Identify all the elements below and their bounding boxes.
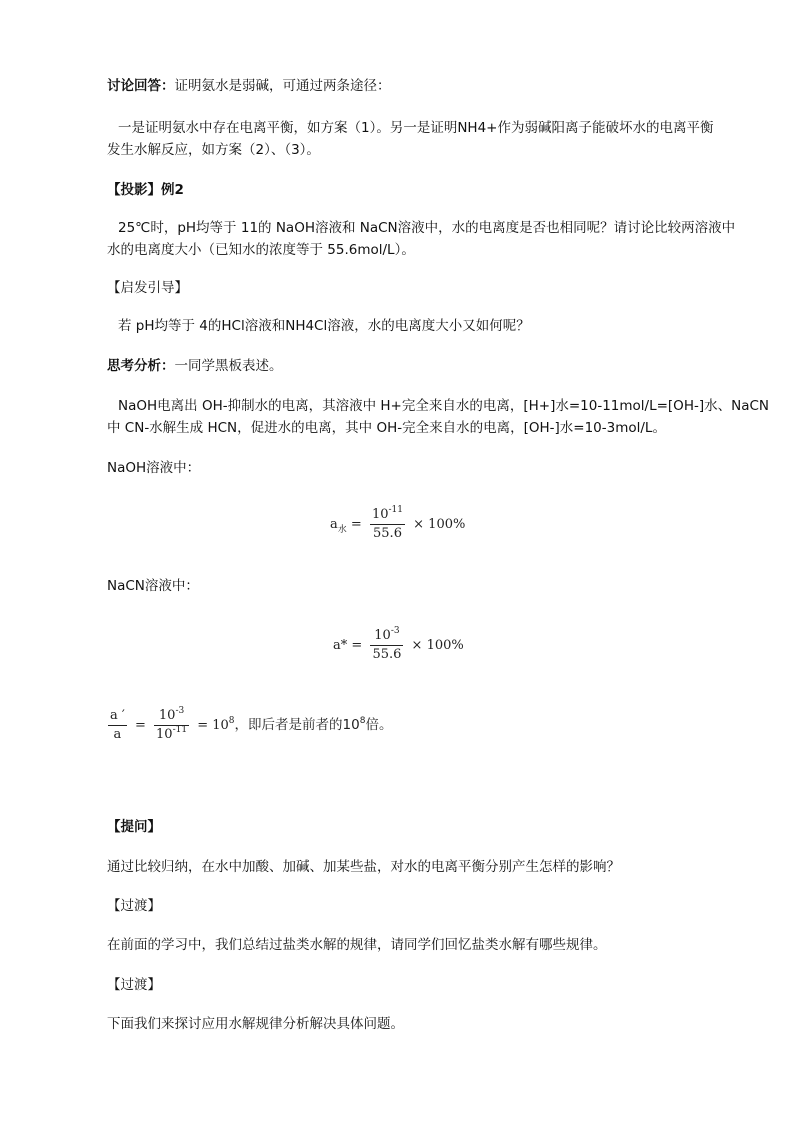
analysis-line1: NaOH电离出 OH-抑制水的电离，其溶液中 H+完全来自水的电离，[H+]水=10-11mol/L=[OH-]水、NaCN — [118, 398, 769, 414]
formula-naoh — [330, 506, 465, 543]
discussion-answer — [107, 76, 391, 96]
paragraph-two-ways-line2: 发生水解反应，如方案（2）、（3）。 — [107, 142, 320, 158]
formula1-sub: 水 — [337, 525, 347, 535]
discussion-text: 证明氨水是弱碱，可通过两条途径： — [174, 78, 391, 94]
transition-heading-1: 【过渡】 — [107, 898, 161, 914]
analysis-line2: 中 CN-水解生成 HCN，促进水的电离，其中 OH-完全来自水的电离，[OH-]水=10-3mol/L。 — [107, 420, 666, 436]
formula3-sentence-b: 倍。 — [365, 717, 393, 733]
ratio-num: a ′ — [108, 707, 127, 726]
formula3-eq2: = 10 — [197, 718, 229, 733]
transition-text-1: 在前面的学习中，我们总结过盐类水解的规律，请同学们回忆盐类水解有哪些规律。 — [107, 937, 607, 953]
formula2-num-exp: -3 — [390, 626, 400, 636]
discussion-label: 讨论回答： — [107, 78, 175, 94]
ratio-den: a — [113, 727, 122, 742]
formula3-sentence-exp: 8 — [359, 716, 366, 726]
example-question-line2: 水的电离度大小（已知水的浓度等于 55.6mol/L）。 — [107, 242, 415, 258]
projection-bracket: 【投影】 — [107, 182, 161, 198]
thinking-analysis — [107, 356, 283, 376]
paragraph-two-ways-line1: 一是证明氨水中存在电离平衡，如方案（1）。另一是证明NH4+作为弱碱阳离子能破坏水的电离平衡 — [118, 120, 714, 136]
formula3-eq: = — [134, 718, 146, 733]
formula1-den: 55.6 — [373, 526, 402, 541]
transition-heading-2: 【过渡】 — [107, 977, 161, 993]
formula3-num-base: 10 — [158, 708, 176, 723]
formula1-num-base: 10 — [371, 507, 389, 522]
formula2-lhs: a* — [333, 638, 348, 653]
question-heading: 【提问】 — [107, 819, 161, 835]
formula1-num-exp: -11 — [388, 505, 404, 515]
thinking-label: 思考分析： — [107, 358, 175, 374]
formula1-eq: = — [350, 517, 362, 532]
question-text: 通过比较归纳，在水中加酸、加碱、加某些盐，对水的电离平衡分别产生怎样的影响？ — [107, 859, 620, 875]
ratio-fraction — [108, 707, 127, 744]
formula1-lhs: a — [330, 517, 338, 532]
formula3-res-exp: 8 — [228, 716, 235, 726]
formula2-eq: = — [351, 638, 363, 653]
formula3-den-base: 10 — [156, 727, 173, 742]
projection-title: 例2 — [161, 182, 184, 198]
formula2-fraction — [370, 627, 403, 664]
formula1-tail: × 100% — [413, 517, 466, 532]
formula2-tail: × 100% — [411, 638, 464, 653]
formula3-sentence-a: ，即后者是前者的10 — [234, 717, 360, 733]
formula2-num-base: 10 — [374, 628, 391, 643]
formula2-den: 55.6 — [372, 647, 402, 662]
nacn-solution-label: NaCN溶液中： — [107, 578, 199, 594]
formula1-fraction — [370, 506, 405, 543]
transition-text-2: 下面我们来探讨应用水解规律分析解决具体问题。 — [107, 1016, 404, 1032]
formula3-den-exp: -11 — [172, 725, 188, 735]
projection-heading — [107, 180, 184, 200]
guide-heading: 【启发引导】 — [107, 280, 188, 296]
formula3-fraction — [154, 707, 189, 744]
thinking-text: 一同学黑板表述。 — [174, 358, 283, 374]
example-question-line1: 25℃时，pH均等于 11的 NaOH溶液和 NaCN溶液中，水的电离度是否也相同呢？请讨论比较两溶液中 — [118, 220, 736, 236]
formula-ratio — [108, 707, 392, 744]
guide-question: 若 pH均等于 4的HCl溶液和NH4Cl溶液，水的电离度大小又如何呢？ — [118, 318, 530, 334]
formula3-num-exp: -3 — [175, 706, 185, 716]
formula-nacn — [333, 627, 464, 664]
naoh-solution-label: NaOH溶液中： — [107, 460, 201, 476]
